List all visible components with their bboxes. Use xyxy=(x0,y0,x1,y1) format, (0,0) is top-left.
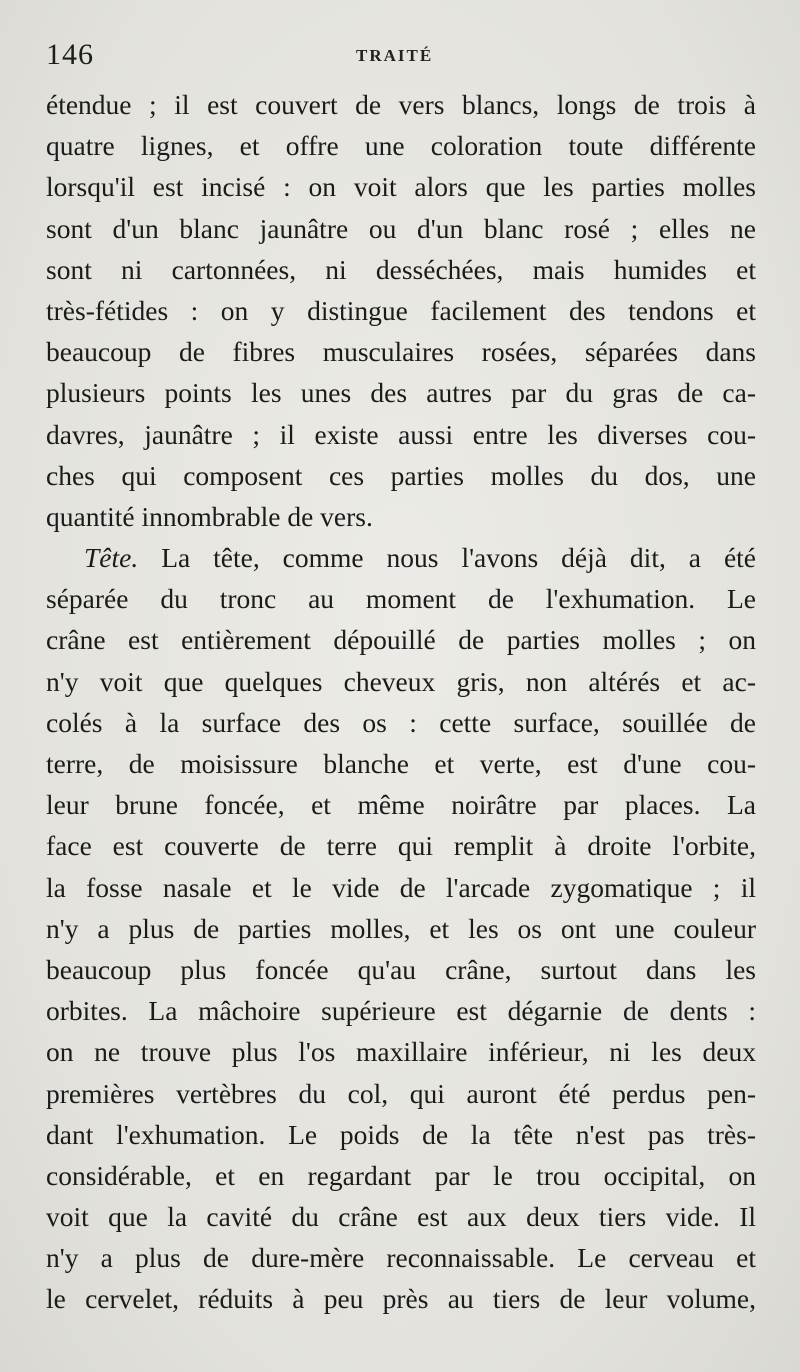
text-line: face est couverte de terre qui remplit à droite l'orbite, xyxy=(46,830,756,862)
text-line: sont ni cartonnées, ni desséchées, mais humides et xyxy=(46,253,756,285)
text-line: plusieurs points les unes des autres par du gras de ca- xyxy=(46,377,756,409)
text-line: considérable, et en regardant par le trou occipital, on xyxy=(46,1159,756,1191)
text-line: lorsqu'il est incisé : on voit alors que les parties molles xyxy=(46,171,756,203)
paragraph-first-line xyxy=(46,537,756,578)
section-heading: Tête. xyxy=(84,542,139,574)
text-line: leur brune foncée, et même noirâtre par places. La xyxy=(46,789,756,821)
text-line: terre, de moisissure blanche et verte, est d'une cou- xyxy=(46,748,756,779)
text-line: crâne est entièrement dépouillé de parties molles ; on xyxy=(46,624,756,656)
text-line: ches qui composent ces parties molles du dos, une xyxy=(46,459,756,491)
text-line: premières vertèbres du col, qui auront été perdus pen- xyxy=(46,1077,756,1109)
text-line: on ne trouve plus l'os maxillaire inférieur, ni les deux xyxy=(46,1036,756,1068)
text-line: étendue ; il est couvert de vers blancs, longs de trois à xyxy=(46,89,756,120)
text-line: le cervelet, réduits à peu près au tiers de leur volume, xyxy=(46,1283,756,1315)
text-line: beaucoup plus foncée qu'au crâne, surtout dans les xyxy=(46,953,756,985)
text-line: colés à la surface des os : cette surface, souillée de xyxy=(46,706,756,738)
text-line: quatre lignes, et offre une coloration toute différente xyxy=(46,130,756,162)
text-line: dant l'exhumation. Le poids de la tête n'est pas très- xyxy=(46,1118,756,1150)
body-text xyxy=(46,84,756,1320)
text-line: beaucoup de fibres musculaires rosées, séparées dans xyxy=(46,336,756,368)
text-line: quantité innombrable de vers. xyxy=(46,500,373,532)
text-line: sont d'un blanc jaunâtre ou d'un blanc rosé ; elles ne xyxy=(46,212,756,244)
text-line: séparée du tronc au moment de l'exhumation. Le xyxy=(46,583,756,615)
text-line: la fosse nasale et le vide de l'arcade zygomatique ; il xyxy=(46,871,756,903)
text-line: davres, jaunâtre ; il existe aussi entre les diverses cou- xyxy=(46,418,756,450)
text-line: n'y a plus de dure-mère reconnaissable. Le cerveau et xyxy=(46,1242,756,1274)
running-title: TRAITÉ xyxy=(356,46,434,65)
text-fragment: La tête, comme nous l'avons déjà dit, a été xyxy=(161,542,756,574)
text-line: orbites. La mâchoire supérieure est dégarnie de dents : xyxy=(46,995,756,1027)
text-line: voit que la cavité du crâne est aux deux tiers vide. Il xyxy=(46,1201,756,1233)
page-header xyxy=(46,36,752,76)
text-line: n'y a plus de parties molles, et les os ont une couleur xyxy=(46,912,756,944)
text-line: n'y voit que quelques cheveux gris, non altérés et ac- xyxy=(46,665,756,697)
page-number: 146 xyxy=(46,38,94,71)
text-line: très-fétides : on y distingue facilement des tendons et xyxy=(46,294,756,326)
